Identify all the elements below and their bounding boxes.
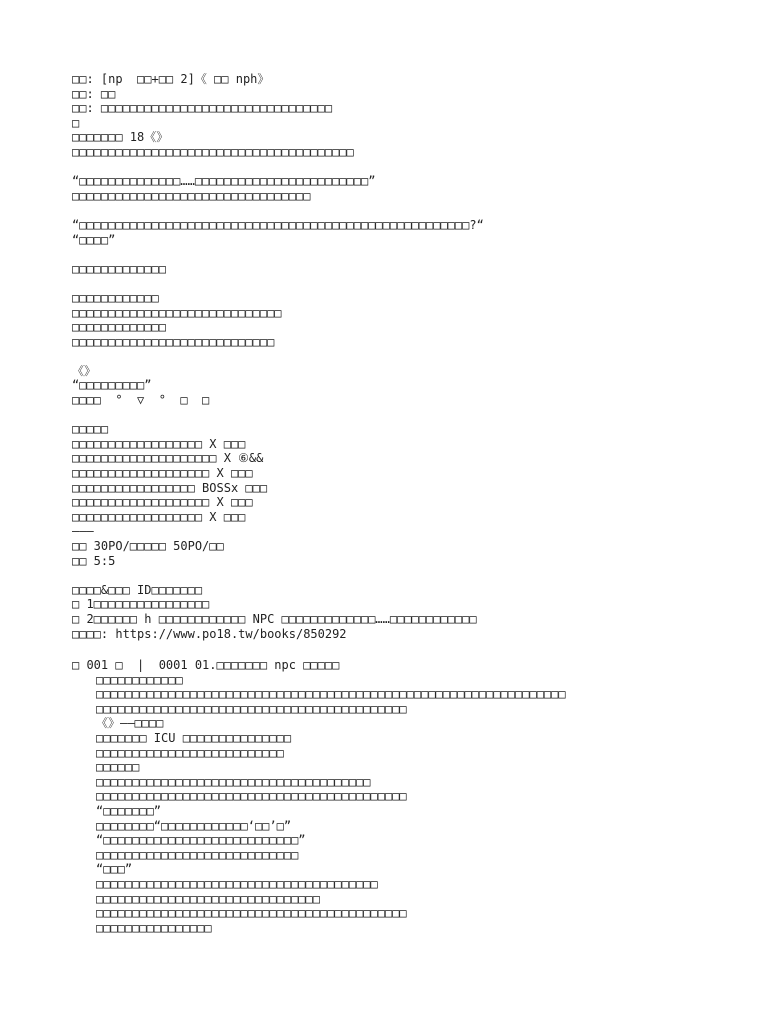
ratings-row: □□□□□□□□□□□□□□□□□□□ X □□□ (72, 466, 253, 481)
ratings-heading: □□□□□ (72, 422, 109, 437)
chapter-line: □□□□□□□ ICU □□□□□□□□□□□□□□□ (96, 730, 292, 745)
blurb-reply-line: “□□□□” (72, 232, 116, 247)
ratings-row: □□□□□□□□□□□□□□□□□□□ X □□□ (72, 495, 253, 510)
notes-item-1: □ 1□□□□□□□□□□□□□□□□ (72, 597, 210, 612)
chapter-line: □□□□□□□□□□□□□□□□□□□□□□□□□□□□□□□□□□□□□□□□□□□ (96, 789, 407, 804)
chapter-heading: □ 001 □ | 0001 01.□□□□□□□ npc □□□□□ (72, 658, 340, 672)
spacer (72, 408, 752, 423)
chapter-line: □□□□□□□□□□□□□□□□□□□□□□□□□□ (96, 745, 284, 760)
chapter-line: “□□□” (96, 862, 133, 877)
ratings-row: □□□□□□□□□□□□□□□□□ BOSSx □□□ (72, 480, 268, 495)
spacer (72, 568, 752, 583)
chapter-line: □□□□□□□□□□□□ (96, 672, 183, 687)
spacer (72, 160, 752, 175)
chapter-line: “□□□□□□□□□□□□□□□□□□□□□□□□□□□” (96, 833, 306, 848)
notes-id-line: □□□□&□□□ ID□□□□□□□ (72, 582, 203, 597)
blurb-text-line: □□□□□□□□□□□□□ (72, 261, 166, 276)
spacer (72, 349, 752, 364)
blurb-question-line: “□□□□□□□□□□□□□□□□□□□□□□□□□□□□□□□□□□□□□□□□□□□□□□□□□□□□□□?“ (72, 217, 484, 232)
chapter-line: □□□□□□ (96, 760, 140, 775)
ratings-row: □□□□□□□□□□□□□□□□□□ X □□□ (72, 509, 246, 524)
section-rule: ——— (72, 524, 94, 539)
chapter-line: □□□□□□□□□□□□□□□□□□□□□□□□□□□□□□□□□□□□□□□□□□□ (96, 701, 407, 716)
spacer (72, 276, 752, 291)
header-author-line: □□: □□ (72, 86, 116, 101)
chapter-line: □□□□□□□□□□□□□□□□□□□□□□□□□□□□ (96, 847, 299, 862)
chapter-line: □□□□□□□□□□□□□□□□□□□□□□□□□□□□□□□□□□□□□□□□□□□□□□□□□□□□□□□□□□□□□□□□□ (96, 687, 566, 702)
chapter-line: “□□□□□□□” (96, 803, 162, 818)
document-page (72, 72, 752, 935)
blurb-quote-line: “□□□□□□□□□” (72, 378, 152, 393)
ratio-line: □□ 5:5 (72, 553, 116, 568)
blurb-text-line: □□□□□□□□□□□□□□□□□□□□□□□□□□□□ (72, 334, 275, 349)
blurb-text-line: □□□□□□□□□□□□□ (72, 320, 166, 335)
blurb-brackets-line: 《》 (72, 363, 97, 378)
ratings-row: □□□□□□□□□□□□□□□□□□ X □□□ (72, 436, 246, 451)
chapter-line: □□□□□□□□□□□□□□□□□□□□□□□□□□□□□□□□□□□□□□ (96, 774, 371, 789)
header-rating-line: □□□□□□□ 18《》 (72, 130, 169, 145)
blurb-quote-line: “□□□□□□□□□□□□□□……□□□□□□□□□□□□□□□□□□□□□□□□” (72, 174, 376, 189)
price-line: □□ 30PO/□□□□□ 50PO/□□ (72, 539, 224, 553)
chapter-line: □□□□□□□□□□□□□□□□□□□□□□□□□□□□□□□□□□□□□□□□□□□ (96, 906, 407, 921)
spacer (72, 203, 752, 218)
chapter-line: □□□□□□□□□□□□□□□□ (96, 920, 212, 935)
blurb-text-line: □□□□□□□□□□□□□□□□□□□□□□□□□□□□□□□□□ (72, 188, 311, 203)
header-summary-line: □□: □□□□□□□□□□□□□□□□□□□□□□□□□□□□□□□□ (72, 101, 333, 116)
chapter-section (72, 658, 752, 935)
notes-item-2: □ 2□□□□□□ h □□□□□□□□□□□□ NPC □□□□□□□□□□□□□……□□□□□□□□□□□□ (72, 611, 477, 626)
blurb-text-line: □□□□□□□□□□□□ (72, 290, 159, 305)
notes-link-line: □□□□: https://www.po18.tw/books/850292 (72, 626, 347, 641)
chapter-line: □□□□□□□□□□□□□□□□□□□□□□□□□□□□□□□ (96, 891, 320, 906)
header-line: □ (72, 115, 80, 130)
chapter-line: 《》——□□□□ (96, 716, 164, 731)
header-tags-line: □□: [np □□+□□ 2]《 □□ nph》 (72, 72, 270, 86)
chapter-line: □□□□□□□□□□□□□□□□□□□□□□□□□□□□□□□□□□□□□□□ (96, 876, 378, 891)
spacer (72, 247, 752, 262)
header-intro-line: □□□□□□□□□□□□□□□□□□□□□□□□□□□□□□□□□□□□□□□ (72, 144, 354, 159)
blurb-text-line: □□□□□□□□□□□□□□□□□□□□□□□□□□□□□ (72, 305, 282, 320)
ratings-row: □□□□□□□□□□□□□□□□□□□□ X ⑥&& (72, 451, 264, 466)
blurb-emoticon-line: □□□□ ° ▽ ° □ □ (72, 393, 210, 408)
chapter-line: □□□□□□□□“□□□□□□□□□□□□‘□□’□” (96, 818, 292, 833)
